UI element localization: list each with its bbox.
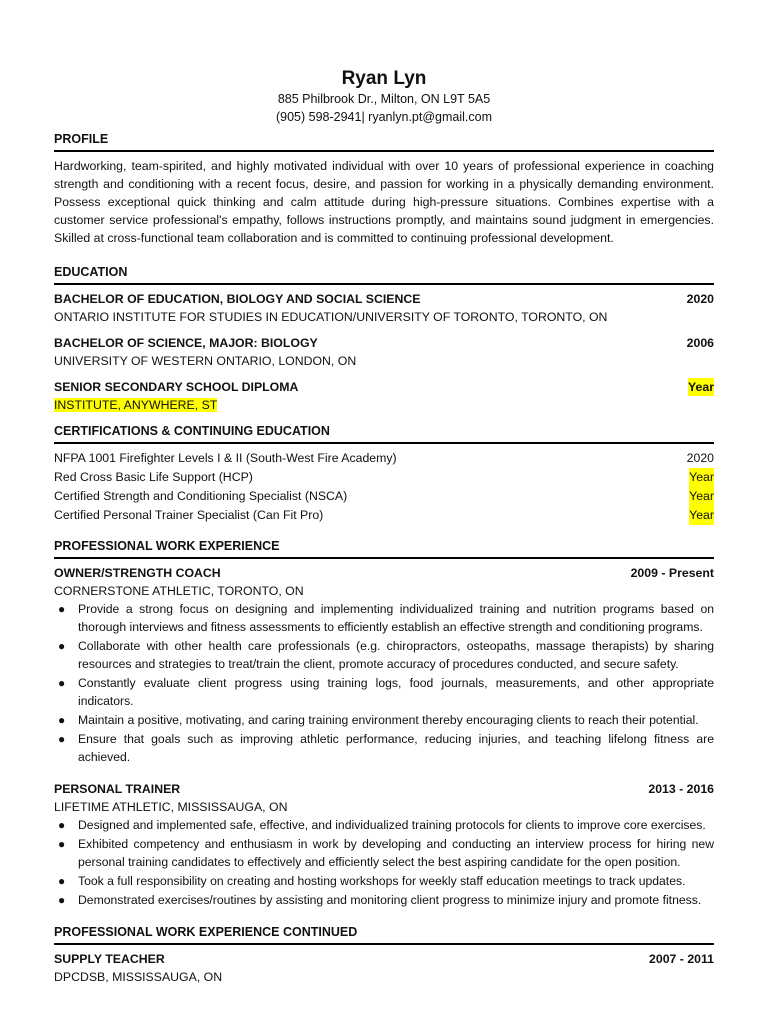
bullet-item (54, 674, 714, 710)
bullet-icon: ● (58, 893, 66, 907)
bullet-text: Exhibited competency and enthusiasm in work by developing and conducting an interview process for hiring new personal training candidates to effectively and efficiently select the best aspiring candidate for the open position. (78, 837, 714, 869)
certification-name: Certified Strength and Conditioning Specialist (NSCA) (54, 489, 348, 503)
profile-section (54, 132, 714, 247)
job-bullets (54, 816, 714, 909)
address: 885 Philbrook Dr., Milton, ON L9T 5A5 (277, 92, 491, 106)
resume-header (54, 68, 714, 126)
job-entry (54, 950, 714, 986)
section-title-profile: PROFILE (54, 132, 714, 152)
bullet-icon: ● (58, 676, 66, 690)
bullet-icon: ● (58, 732, 66, 746)
certification-year: 2020 (686, 451, 714, 465)
bullet-text: Provide a strong focus on designing and implementing individualized training and nutrition programs based on thorough interviews and fitness assessments to efficiently establish an effective strength and conditioning programs. (78, 602, 714, 634)
certification-item (54, 487, 714, 506)
certification-item (54, 468, 714, 487)
bullet-icon: ● (58, 837, 66, 851)
degree: BACHELOR OF SCIENCE, MAJOR: BIOLOGY (54, 336, 318, 350)
job-dates: 2007 - 2011 (649, 952, 714, 966)
education-entry (54, 334, 714, 370)
bullet-text: Took a full responsibility on creating and hosting workshops for weekly staff education meetings to track updates. (78, 874, 686, 888)
bullet-item (54, 872, 714, 890)
bullet-icon: ● (58, 818, 66, 832)
job-role: OWNER/STRENGTH COACH (54, 566, 221, 580)
certification-year: Year (689, 487, 714, 506)
certification-year: Year (689, 506, 714, 525)
bullet-icon: ● (58, 874, 66, 888)
job-company: DPCDSB, MISSISSAUGA, ON (54, 970, 223, 984)
education-entry (54, 378, 714, 414)
bullet-icon: ● (58, 602, 66, 616)
bullet-icon: ● (58, 713, 66, 727)
certification-year: Year (689, 468, 714, 487)
bullet-text: Maintain a positive, motivating, and caring training environment thereby encouraging clients to reach their potential. (78, 713, 699, 727)
resume-page (54, 68, 714, 994)
section-title-experience: PROFESSIONAL WORK EXPERIENCE (54, 539, 714, 559)
bullet-icon: ● (58, 639, 66, 653)
degree: SENIOR SECONDARY SCHOOL DIPLOMA (54, 380, 299, 394)
section-title-education: EDUCATION (54, 265, 714, 285)
bullet-text: Demonstrated exercises/routines by assisting and monitoring client progress to minimize injury and promote fitness. (78, 893, 702, 907)
section-title-experience-continued: PROFESSIONAL WORK EXPERIENCE CONTINUED (54, 925, 714, 945)
year-placeholder: Year (688, 380, 714, 394)
job-role: SUPPLY TEACHER (54, 952, 165, 966)
certification-name: Certified Personal Trainer Specialist (Can Fit Pro) (54, 508, 324, 522)
bullet-item (54, 835, 714, 871)
bullet-text: Ensure that goals such as improving athletic performance, reducing injuries, and teaching lifelong fitness are achieved. (78, 732, 714, 764)
bullet-text: Designed and implemented safe, effective, and individualized training protocols for clients to improve core exercises. (78, 818, 706, 832)
job-entry (54, 780, 714, 909)
candidate-name: Ryan Lyn (341, 68, 427, 89)
job-entry (54, 564, 714, 766)
bullet-text: Constantly evaluate client progress using training logs, food journals, measurements, and other appropriate indicators. (78, 676, 714, 708)
certifications-section (54, 424, 714, 525)
bullet-text: Collaborate with other health care professionals (e.g. chiropractors, osteopaths, massage therapists) by sharing resources and strategies to treat/train the client, promote accuracy of procedures conducted, and secure safety. (78, 639, 714, 671)
experience-continued-section (54, 925, 714, 986)
year: 2020 (686, 292, 714, 306)
bullet-item (54, 730, 714, 766)
certification-name: NFPA 1001 Firefighter Levels I & II (South-West Fire Academy) (54, 451, 397, 465)
job-dates: 2013 - 2016 (648, 782, 714, 796)
job-company: CORNERSTONE ATHLETIC, TORONTO, ON (54, 584, 304, 598)
school: ONTARIO INSTITUTE FOR STUDIES IN EDUCATION/UNIVERSITY OF TORONTO, TORONTO, ON (54, 310, 608, 324)
bullet-item (54, 711, 714, 729)
bullet-item (54, 816, 714, 834)
certification-name: Red Cross Basic Life Support (HCP) (54, 470, 253, 484)
education-section (54, 265, 714, 414)
school-placeholder: INSTITUTE, ANYWHERE, ST (54, 398, 218, 412)
experience-section (54, 539, 714, 909)
job-role: PERSONAL TRAINER (54, 782, 181, 796)
degree: BACHELOR OF EDUCATION, BIOLOGY AND SOCIAL SCIENCE (54, 292, 421, 306)
bullet-item (54, 637, 714, 673)
certification-item (54, 506, 714, 525)
job-dates: 2009 - Present (630, 566, 714, 580)
contact-line: (905) 598-2941| ryanlyn.pt@gmail.com (275, 110, 493, 124)
year: 2006 (686, 336, 714, 350)
education-entry (54, 290, 714, 326)
bullet-item (54, 600, 714, 636)
job-company: LIFETIME ATHLETIC, MISSISSAUGA, ON (54, 800, 288, 814)
certification-item (54, 449, 714, 468)
section-title-certifications: CERTIFICATIONS & CONTINUING EDUCATION (54, 424, 714, 444)
bullet-item (54, 891, 714, 909)
profile-text: Hardworking, team-spirited, and highly motivated individual with over 10 years of professional experience in coaching strength and conditioning with a recent focus, desire, and passion for working in a physically demanding environment. Possess exceptional quick thinking and calm attitude during high-pressure situations. Combines expertise with a customer service professional's empathy, follows instructions promptly, and maintains sound judgment in emergencies. Skilled at cross-functional team collaboration and is committed to continuing professional development. (54, 159, 714, 245)
school: UNIVERSITY OF WESTERN ONTARIO, LONDON, ON (54, 354, 357, 368)
job-bullets (54, 600, 714, 766)
